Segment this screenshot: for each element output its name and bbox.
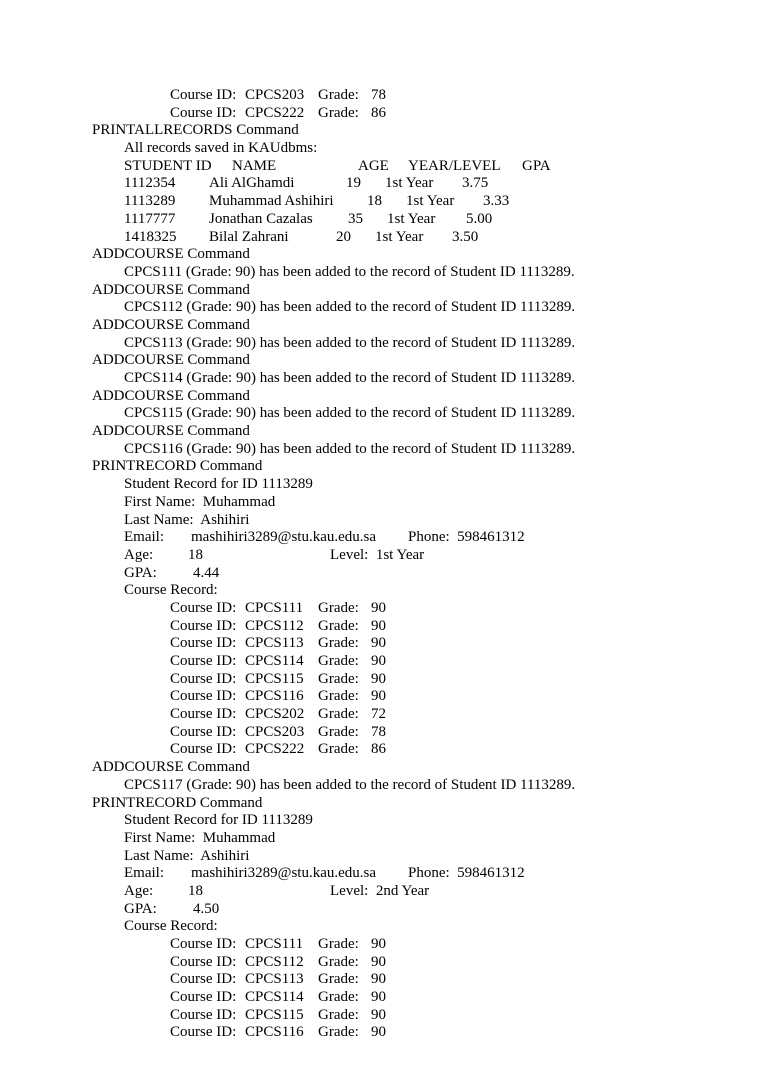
course-line: [0, 954, 760, 972]
command-heading: [0, 795, 760, 813]
grade-value: 90: [371, 989, 386, 1006]
cell-student-id: 1113289: [124, 193, 176, 210]
col-header-age: AGE: [358, 157, 389, 174]
first-name-line-text: First Name: Muhammad: [124, 829, 276, 846]
course-id-label: Course ID:: [170, 953, 237, 970]
grade-label: Grade:: [318, 617, 359, 634]
command-heading-text: ADDCOURSE Command: [92, 281, 250, 298]
course-line: [0, 724, 760, 742]
course-id-value: CPCS202: [245, 706, 305, 723]
grade-value: 90: [371, 599, 386, 616]
command-heading: [0, 458, 760, 476]
course-id-label: Course ID:: [170, 635, 237, 652]
cell-level: 1st Year: [387, 210, 436, 227]
grade-value: 90: [371, 688, 386, 705]
course-id-value: CPCS222: [245, 104, 305, 121]
col-header-name: NAME: [232, 157, 277, 174]
course-id-label: Course ID:: [170, 1024, 237, 1041]
course-line: [0, 741, 760, 759]
grade-value: 90: [371, 617, 386, 634]
grade-label: Grade:: [318, 688, 359, 705]
cell-name: Ali AlGhamdi: [209, 175, 295, 192]
col-header-gpa: GPA: [522, 157, 551, 174]
cell-name: Jonathan Cazalas: [209, 210, 313, 227]
course-id-label: Course ID:: [170, 87, 237, 103]
first-name-line: [0, 830, 760, 848]
cell-student-id: 1112354: [124, 175, 176, 192]
email-value: mashihiri3289@stu.kau.edu.sa: [191, 865, 377, 882]
command-heading-text: PRINTRECORD Command: [92, 794, 263, 811]
cell-gpa: 3.75: [462, 175, 489, 192]
course-id-label: Course ID:: [170, 599, 237, 616]
record-header-text: Student Record for ID 1113289: [124, 812, 313, 829]
cell-name: Muhammad Ashihiri: [209, 193, 334, 210]
addcourse-message-text: CPCS114 (Grade: 90) has been added to the record of Student ID 1113289.: [124, 370, 576, 386]
course-id-label: Course ID:: [170, 936, 237, 952]
addcourse-message: [0, 335, 760, 353]
records-intro-text: All records saved in KAUdbms:: [124, 140, 318, 157]
course-id-value: CPCS111: [245, 936, 304, 952]
course-id-value: CPCS111: [245, 599, 304, 616]
gpa-line: [0, 901, 760, 919]
grade-value: 86: [371, 104, 386, 121]
grade-label: Grade:: [318, 723, 359, 740]
course-record-label: [0, 582, 760, 600]
command-heading: [0, 759, 760, 777]
cell-gpa: 5.00: [466, 210, 493, 227]
course-line: [0, 618, 760, 636]
grade-label: Grade:: [318, 1006, 359, 1023]
course-id-value: CPCS115: [245, 1006, 304, 1023]
course-id-value: CPCS116: [245, 688, 304, 705]
grade-value: 78: [371, 723, 386, 740]
command-heading-text: ADDCOURSE Command: [92, 246, 250, 263]
last-name-line: [0, 848, 760, 866]
addcourse-message: [0, 370, 760, 388]
cell-level: 1st Year: [375, 228, 424, 245]
col-header-student-id: STUDENT ID: [124, 157, 212, 174]
command-heading: [0, 317, 760, 335]
course-id-label: Course ID:: [170, 617, 237, 634]
command-heading-text: ADDCOURSE Command: [92, 352, 250, 369]
gpa-label: GPA:: [124, 564, 157, 581]
addcourse-message-text: CPCS113 (Grade: 90) has been added to the record of Student ID 1113289.: [124, 334, 576, 351]
grade-value: 72: [371, 706, 386, 723]
course-id-label: Course ID:: [170, 104, 237, 121]
course-line: [0, 635, 760, 653]
grade-label: Grade:: [318, 104, 359, 121]
records-table-header: [0, 158, 760, 176]
cell-gpa: 3.50: [452, 228, 479, 245]
addcourse-message-text: CPCS117 (Grade: 90) has been added to the record of Student ID 1113289.: [124, 776, 576, 793]
grade-label: Grade:: [318, 635, 359, 652]
course-line: [0, 706, 760, 724]
course-id-label: Course ID:: [170, 670, 237, 687]
course-id-label: Course ID:: [170, 989, 237, 1006]
command-heading: [0, 122, 760, 140]
age-value: 18: [188, 882, 203, 899]
record-header: [0, 812, 760, 830]
course-id-value: CPCS222: [245, 741, 305, 758]
email-label: Email:: [124, 865, 164, 882]
course-line: [0, 936, 760, 954]
course-id-value: CPCS203: [245, 723, 305, 740]
cell-name: Bilal Zahrani: [209, 228, 289, 245]
age-line: [0, 883, 760, 901]
course-line: [0, 600, 760, 618]
table-row: [0, 229, 760, 247]
email-line: [0, 529, 760, 547]
grade-label: Grade:: [318, 953, 359, 970]
grade-label: Grade:: [318, 599, 359, 616]
cell-student-id: 1117777: [124, 210, 176, 227]
course-line: [0, 87, 760, 105]
addcourse-message: [0, 264, 760, 282]
gpa-value: 4.44: [193, 564, 220, 581]
grade-label: Grade:: [318, 670, 359, 687]
command-heading: [0, 246, 760, 264]
last-name-line: [0, 512, 760, 530]
last-name-line-text: Last Name: Ashihiri: [124, 847, 250, 864]
document-output: [0, 87, 760, 1042]
grade-value: 78: [371, 87, 386, 103]
command-heading: [0, 423, 760, 441]
first-name-line-text: First Name: Muhammad: [124, 493, 276, 510]
course-id-value: CPCS115: [245, 670, 304, 687]
record-header: [0, 476, 760, 494]
course-line: [0, 1007, 760, 1025]
command-heading: [0, 352, 760, 370]
addcourse-message: [0, 441, 760, 459]
course-record-label-text: Course Record:: [124, 918, 218, 935]
course-line: [0, 971, 760, 989]
addcourse-message-text: CPCS115 (Grade: 90) has been added to the record of Student ID 1113289.: [124, 405, 576, 422]
grade-label: Grade:: [318, 989, 359, 1006]
cell-gpa: 3.33: [483, 193, 510, 210]
first-name-line: [0, 494, 760, 512]
table-row: [0, 211, 760, 229]
course-id-label: Course ID:: [170, 723, 237, 740]
command-heading-text: ADDCOURSE Command: [92, 423, 250, 440]
addcourse-message-text: CPCS112 (Grade: 90) has been added to the record of Student ID 1113289.: [124, 299, 576, 316]
grade-value: 90: [371, 670, 386, 687]
course-id-value: CPCS112: [245, 953, 304, 970]
last-name-line-text: Last Name: Ashihiri: [124, 511, 250, 528]
command-heading: [0, 282, 760, 300]
grade-label: Grade:: [318, 653, 359, 669]
command-heading-text: PRINTALLRECORDS Command: [92, 122, 299, 139]
gpa-label: GPA:: [124, 900, 157, 917]
email-value: mashihiri3289@stu.kau.edu.sa: [191, 529, 377, 546]
grade-label: Grade:: [318, 741, 359, 758]
course-line: [0, 1024, 760, 1042]
grade-value: 90: [371, 953, 386, 970]
cell-age: 35: [348, 210, 363, 227]
grade-value: 90: [371, 635, 386, 652]
addcourse-message: [0, 405, 760, 423]
grade-label: Grade:: [318, 936, 359, 952]
command-heading-text: PRINTRECORD Command: [92, 458, 263, 475]
grade-value: 90: [371, 936, 386, 952]
course-line: [0, 653, 760, 671]
cell-age: 18: [367, 193, 382, 210]
table-row: [0, 193, 760, 211]
course-id-value: CPCS116: [245, 1024, 304, 1041]
phone-value: Phone: 598461312: [408, 529, 525, 546]
level-value: Level: 2nd Year: [330, 882, 430, 899]
course-line: [0, 688, 760, 706]
course-line: [0, 105, 760, 123]
course-id-value: CPCS112: [245, 617, 304, 634]
age-label: Age:: [124, 882, 154, 899]
age-line: [0, 547, 760, 565]
table-row: [0, 175, 760, 193]
course-id-value: CPCS203: [245, 87, 305, 103]
grade-label: Grade:: [318, 706, 359, 723]
course-record-label: [0, 918, 760, 936]
course-id-value: CPCS114: [245, 989, 304, 1006]
course-id-value: CPCS114: [245, 653, 304, 669]
email-label: Email:: [124, 529, 164, 546]
command-heading: [0, 388, 760, 406]
addcourse-message: [0, 777, 760, 795]
addcourse-message-text: CPCS111 (Grade: 90) has been added to the record of Student ID 1113289.: [124, 263, 575, 280]
grade-value: 90: [371, 1024, 386, 1041]
course-id-label: Course ID:: [170, 971, 237, 988]
grade-label: Grade:: [318, 1024, 359, 1041]
cell-age: 20: [336, 228, 351, 245]
col-header-level: YEAR/LEVEL: [408, 157, 501, 174]
grade-value: 86: [371, 741, 386, 758]
gpa-value: 4.50: [193, 900, 220, 917]
record-header-text: Student Record for ID 1113289: [124, 476, 313, 493]
command-heading-text: ADDCOURSE Command: [92, 387, 250, 404]
phone-value: Phone: 598461312: [408, 865, 525, 882]
grade-label: Grade:: [318, 971, 359, 988]
cell-level: 1st Year: [385, 175, 434, 192]
grade-value: 90: [371, 653, 386, 669]
course-id-label: Course ID:: [170, 688, 237, 705]
gpa-line: [0, 565, 760, 583]
level-value: Level: 1st Year: [330, 546, 425, 563]
cell-level: 1st Year: [406, 193, 455, 210]
course-id-value: CPCS113: [245, 971, 304, 988]
addcourse-message: [0, 299, 760, 317]
course-id-label: Course ID:: [170, 706, 237, 723]
cell-student-id: 1418325: [124, 228, 177, 245]
age-value: 18: [188, 546, 203, 563]
course-id-label: Course ID:: [170, 653, 237, 669]
command-heading-text: ADDCOURSE Command: [92, 316, 250, 333]
records-intro: [0, 140, 760, 158]
age-label: Age:: [124, 546, 154, 563]
course-id-label: Course ID:: [170, 1006, 237, 1023]
grade-label: Grade:: [318, 87, 359, 103]
addcourse-message-text: CPCS116 (Grade: 90) has been added to the record of Student ID 1113289.: [124, 440, 576, 457]
course-line: [0, 989, 760, 1007]
grade-value: 90: [371, 1006, 386, 1023]
cell-age: 19: [346, 175, 361, 192]
command-heading-text: ADDCOURSE Command: [92, 759, 250, 776]
grade-value: 90: [371, 971, 386, 988]
email-line: [0, 865, 760, 883]
course-line: [0, 671, 760, 689]
course-id-label: Course ID:: [170, 741, 237, 758]
course-record-label-text: Course Record:: [124, 582, 218, 599]
course-id-value: CPCS113: [245, 635, 304, 652]
